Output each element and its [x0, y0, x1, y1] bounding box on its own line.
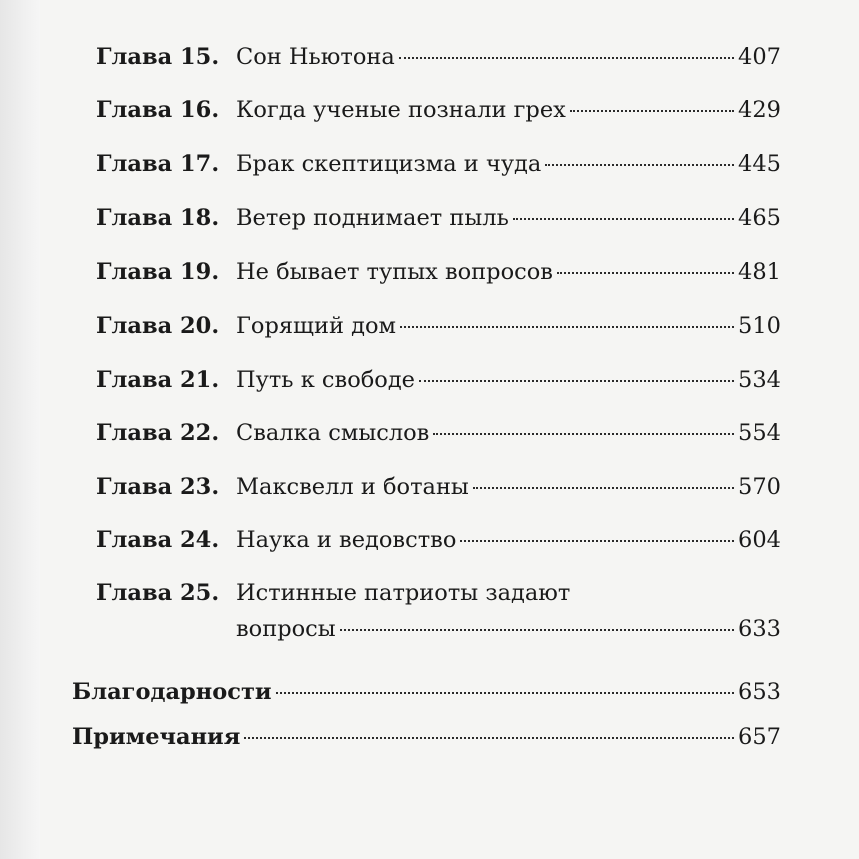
chapter-label: Глава 22.	[96, 420, 220, 446]
page-number: 570	[738, 474, 781, 500]
page-number: 657	[738, 724, 781, 750]
page-number: 534	[738, 367, 781, 393]
chapter-label: Глава 23.	[96, 474, 220, 500]
page-number: 445	[738, 151, 781, 177]
chapter-label: Глава 24.	[96, 527, 220, 553]
chapter-label: Глава 21.	[96, 367, 220, 393]
toc-entry-chapter-20[interactable]	[96, 309, 781, 343]
chapter-label: Глава 25.	[96, 580, 220, 606]
dot-leader	[557, 272, 734, 274]
toc-entry-chapter-22[interactable]	[96, 416, 781, 450]
page-number: 429	[738, 97, 781, 123]
chapter-title: Горящий дом	[236, 313, 397, 339]
page-number: 481	[738, 259, 781, 285]
dot-leader	[545, 164, 734, 166]
dot-leader	[433, 433, 734, 435]
toc-entry-chapter-24[interactable]	[96, 523, 781, 557]
toc-entry-chapter-18[interactable]	[96, 201, 781, 235]
dot-leader	[276, 692, 734, 694]
chapter-label: Глава 18.	[96, 205, 220, 231]
dot-leader	[399, 57, 734, 59]
chapter-title: Не бывает тупых вопросов	[236, 259, 553, 285]
toc-entry-chapter-16[interactable]	[96, 93, 781, 127]
chapter-title-line1[interactable]: Истинные патриоты задают	[236, 580, 571, 606]
toc-entry-chapter-25[interactable]	[236, 612, 781, 646]
toc-entry-chapter-19[interactable]	[96, 255, 781, 289]
chapter-label: Глава 20.	[96, 313, 220, 339]
dot-leader	[400, 326, 734, 328]
dot-leader	[460, 540, 734, 542]
dot-leader	[513, 218, 734, 220]
back-matter-title: Благодарности	[72, 679, 272, 705]
chapter-title: Наука и ведовство	[236, 527, 457, 553]
chapter-title: Свалка смыслов	[236, 420, 430, 446]
chapter-title: Ветер поднимает пыль	[236, 205, 509, 231]
page-number: 554	[738, 420, 781, 446]
toc-entry-acknowledgements[interactable]	[72, 675, 781, 709]
toc-entry-chapter-17[interactable]	[96, 147, 781, 181]
toc-entry-chapter-21[interactable]	[96, 363, 781, 397]
back-matter-title: Примечания	[72, 724, 241, 750]
chapter-label: Глава 15.	[96, 44, 220, 70]
chapter-label: Глава 19.	[96, 259, 220, 285]
page-number: 510	[738, 313, 781, 339]
dot-leader	[419, 380, 734, 382]
page-number: 604	[738, 527, 781, 553]
toc-entry-chapter-23[interactable]	[96, 470, 781, 504]
dot-leader	[473, 487, 734, 489]
dot-leader	[244, 737, 734, 739]
dot-leader	[340, 629, 734, 631]
page-number: 407	[738, 44, 781, 70]
page-number: 465	[738, 205, 781, 231]
chapter-title-line2: вопросы	[236, 616, 336, 642]
chapter-title: Когда ученые познали грех	[236, 97, 566, 123]
chapter-label: Глава 16.	[96, 97, 220, 123]
toc-entry-notes[interactable]	[72, 720, 781, 754]
chapter-title: Сон Ньютона	[236, 44, 395, 70]
page-number: 653	[738, 679, 781, 705]
dot-leader	[570, 110, 734, 112]
chapter-title: Брак скептицизма и чуда	[236, 151, 542, 177]
toc-entry-chapter-15[interactable]	[96, 40, 781, 74]
chapter-label: Глава 17.	[96, 151, 220, 177]
chapter-title: Максвелл и ботаны	[236, 474, 469, 500]
chapter-title: Путь к свободе	[236, 367, 416, 393]
page-number: 633	[738, 616, 781, 642]
